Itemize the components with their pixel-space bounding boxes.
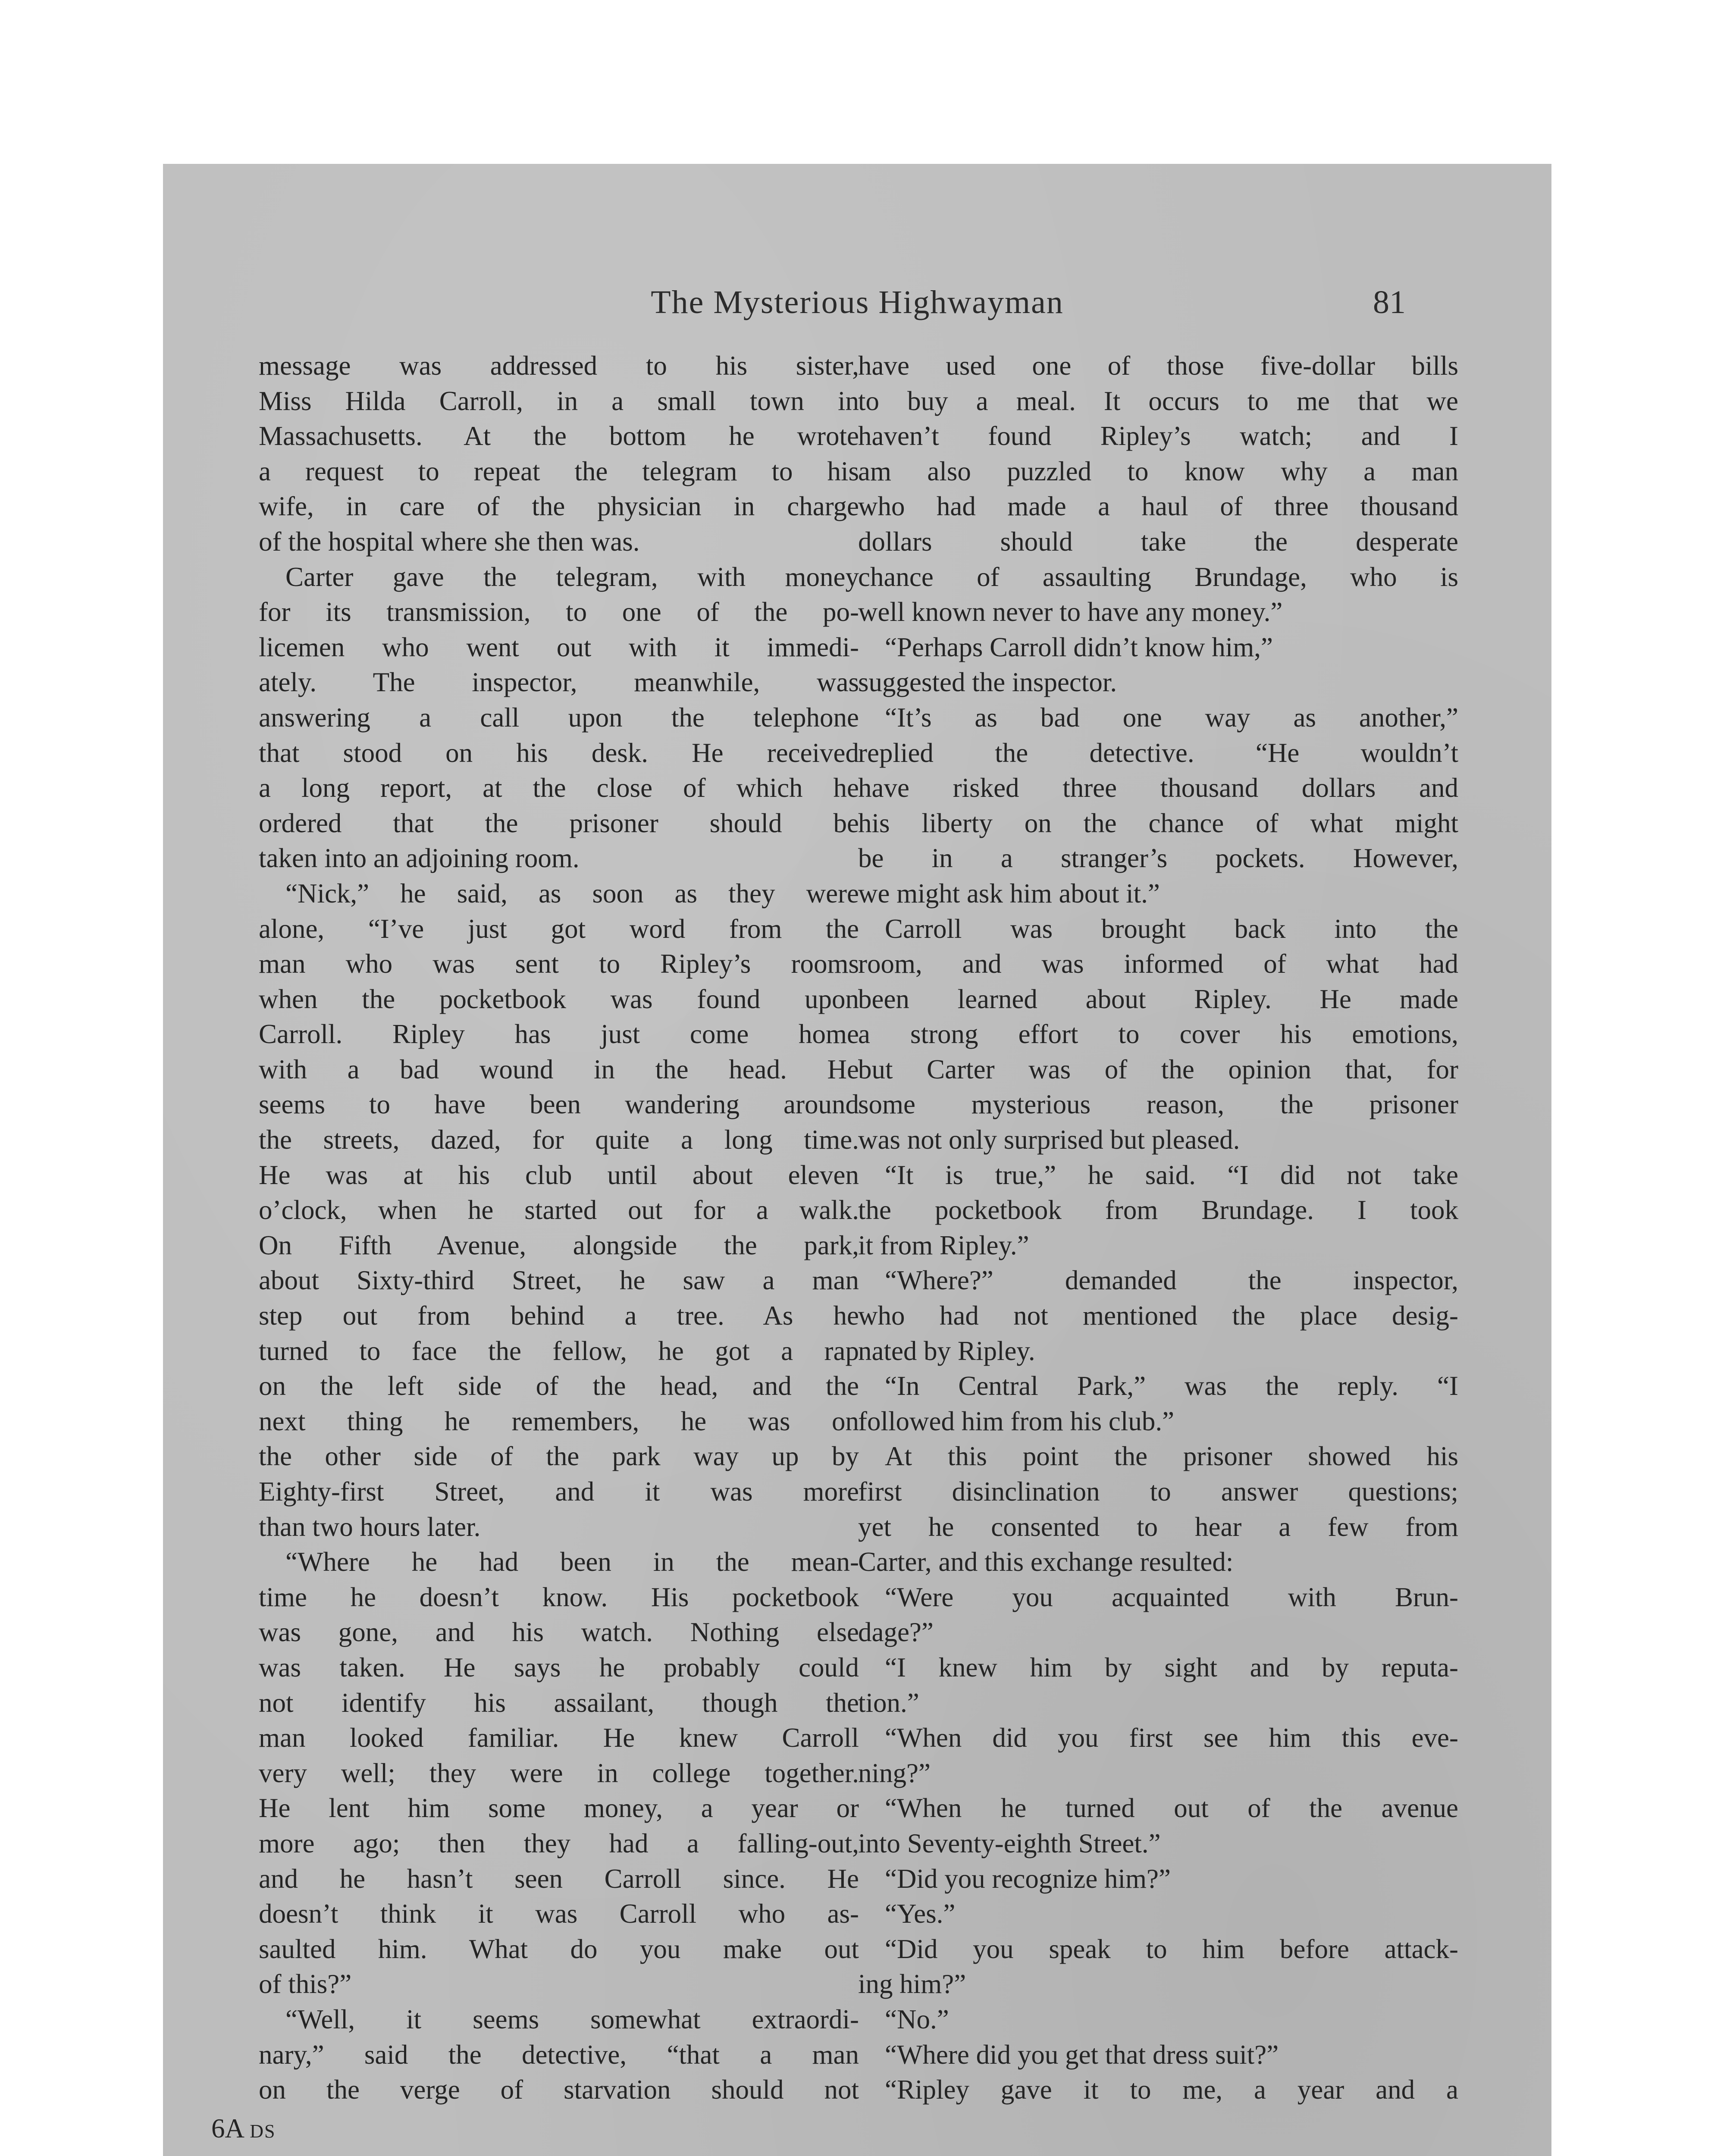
text-line: “Where did you get that dress suit?” [885,2039,1279,2070]
text-line: man looked familiar. He knew Carroll [259,1723,859,1753]
scanned-page [163,164,1551,2156]
text-line: turned to face the fellow, he got a rap [259,1335,859,1366]
text-line: Carter, and this exchange resulted: [858,1547,1234,1577]
text-line: “Were you acquainted with Brun- [885,1582,1458,1612]
text-line: a request to repeat the telegram to his [259,456,859,486]
text-line: was taken. He says he probably could [259,1652,859,1683]
text-line: than two hours later. [259,1511,481,1542]
signature-number: 6A [211,2113,243,2143]
text-line: been learned about Ripley. He made [858,984,1458,1014]
text-line: a long report, at the close of which he [259,773,859,803]
text-line: taken into an adjoining room. [259,843,580,874]
text-line: on the verge of starvation should not [259,2075,859,2105]
text-line: have used one of those five-dollar bills [858,351,1458,381]
left-text-column [259,348,859,2156]
text-line: man who was sent to Ripley’s rooms [259,949,859,979]
text-line: nated by Ripley. [858,1335,1035,1366]
text-line: on the left side of the head, and the [259,1371,859,1401]
text-line: message was addressed to his sister, [259,351,859,381]
text-line: Carroll was brought back into the [885,913,1458,944]
text-line: Miss Hilda Carroll, in a small town in [259,385,859,416]
text-line: yet he consented to hear a few from [858,1511,1458,1542]
text-line: “It is true,” he said. “I did not take [885,1159,1458,1190]
text-line: very well; they were in college together. [259,1758,859,1788]
text-line: o’clock, when he started out for a walk. [259,1195,859,1225]
text-line: when the pocketbook was found upon [259,984,859,1014]
text-line: wife, in care of the physician in charge [259,491,859,522]
text-line: tion.” [858,1687,919,1718]
text-line: his liberty on the chance of what might [858,808,1458,838]
text-line: time he doesn’t know. His pocketbook [259,1582,859,1612]
text-line: that stood on his desk. He received [259,737,859,768]
text-line: “When did you first see him this eve- [885,1723,1458,1753]
text-line: “When he turned out of the avenue [885,1793,1458,1824]
text-line: room, and was informed of what had [858,949,1458,979]
text-line: “Nick,” he said, as soon as they were [285,878,859,909]
text-line: seems to have been wandering around [259,1089,859,1120]
signature-mark [163,2113,276,2148]
text-line: dollars should take the desperate [858,526,1458,557]
text-line: ordered that the prisoner should be [259,808,859,838]
text-line: a strong effort to cover his emotions, [858,1019,1458,1050]
text-line: nary,” said the detective, “that a man [259,2039,859,2070]
text-line: have risked three thousand dollars and [858,773,1458,803]
signature-abbreviation: DS [250,2121,276,2142]
text-line: step out from behind a tree. As he [259,1300,859,1331]
running-title: The Mysterious Highwayman [651,284,1064,320]
text-line: licemen who went out with it immedi- [259,632,859,662]
text-line: into Seventy-eighth Street.” [858,1828,1161,1858]
text-line: be in a stranger’s pockets. However, [858,843,1458,874]
text-line: ing him?” [858,1969,966,1999]
text-line: to buy a meal. It occurs to me that we [858,385,1458,416]
text-line: some mysterious reason, the prisoner [858,1089,1458,1120]
text-line: “I knew him by sight and by reputa- [885,1652,1458,1683]
right-text-column [858,348,1458,2156]
running-head [163,284,1551,331]
text-line: but Carter was of the opinion that, for [858,1054,1458,1084]
text-line: “It’s as bad one way as another,” [885,702,1458,733]
text-line: “Perhaps Carroll didn’t know him,” [885,632,1273,662]
text-line: not identify his assailant, though the [259,1687,859,1718]
text-line: we might ask him about it.” [858,878,1160,909]
text-line: “Did you speak to him before attack- [885,1934,1458,1964]
text-line: haven’t found Ripley’s watch; and I [858,421,1458,451]
text-line: was gone, and his watch. Nothing else [259,1617,859,1648]
text-line: Eighty-first Street, and it was more [259,1476,859,1507]
text-line: with a bad wound in the head. He [259,1054,859,1084]
text-line: who had made a haul of three thousand [858,491,1458,522]
text-line: chance of assaulting Brundage, who is [858,561,1458,592]
text-line: “Yes.” [885,1899,956,1929]
text-line: dage?” [858,1617,934,1648]
text-line: about Sixty-third Street, he saw a man [259,1265,859,1296]
text-line: “Ripley gave it to me, a year and a [885,2075,1458,2105]
text-line: first disinclination to answer questions; [858,1476,1458,1507]
text-line: more ago; then they had a falling-out, [259,1828,859,1858]
text-line: and he hasn’t seen Carroll since. He [259,1863,859,1894]
text-line: suggested the inspector. [858,667,1117,698]
text-line: doesn’t think it was Carroll who as- [259,1899,859,1929]
text-line: ning?” [858,1758,931,1788]
text-line: “Where he had been in the mean- [285,1547,859,1577]
text-line: “No.” [885,2004,949,2034]
text-line: He was at his club until about eleven [259,1159,859,1190]
text-line: alone, “I’ve just got word from the [259,913,859,944]
text-line: was not only surprised but pleased. [858,1125,1240,1155]
text-line: “Where?” demanded the inspector, [885,1265,1458,1296]
text-line: replied the detective. “He wouldn’t [858,737,1458,768]
text-line: the pocketbook from Brundage. I took [858,1195,1458,1225]
text-line: followed him from his club.” [858,1406,1175,1436]
text-line: At this point the prisoner showed his [885,1441,1458,1472]
text-line: the other side of the park way up by [259,1441,859,1472]
text-line: for its transmission, to one of the po- [259,597,859,627]
text-line: it from Ripley.” [858,1230,1029,1260]
text-line: of this?” [259,1969,352,1999]
text-line: well known never to have any money.” [858,597,1283,627]
text-line: the streets, dazed, for quite a long time. [259,1125,859,1155]
text-line: who had not mentioned the place desig- [858,1300,1458,1331]
text-line: “In Central Park,” was the reply. “I [885,1371,1458,1401]
text-line: ately. The inspector, meanwhile, was [259,667,859,698]
text-line: next thing he remembers, he was on [259,1406,859,1436]
text-line: am also puzzled to know why a man [858,456,1458,486]
text-line: Carter gave the telegram, with money [285,561,859,592]
text-line: Carroll. Ripley has just come home [259,1019,859,1050]
text-line: On Fifth Avenue, alongside the park, [259,1230,859,1260]
page-number: 81 [1373,284,1406,320]
text-line: “Well, it seems somewhat extraordi- [285,2004,859,2034]
text-line: Massachusetts. At the bottom he wrote [259,421,859,451]
text-line: of the hospital where she then was. [259,526,640,557]
text-line: answering a call upon the telephone [259,702,859,733]
text-line: saulted him. What do you make out [259,1934,859,1964]
text-line: “Did you recognize him?” [885,1863,1171,1894]
text-line: He lent him some money, a year or [259,1793,859,1824]
